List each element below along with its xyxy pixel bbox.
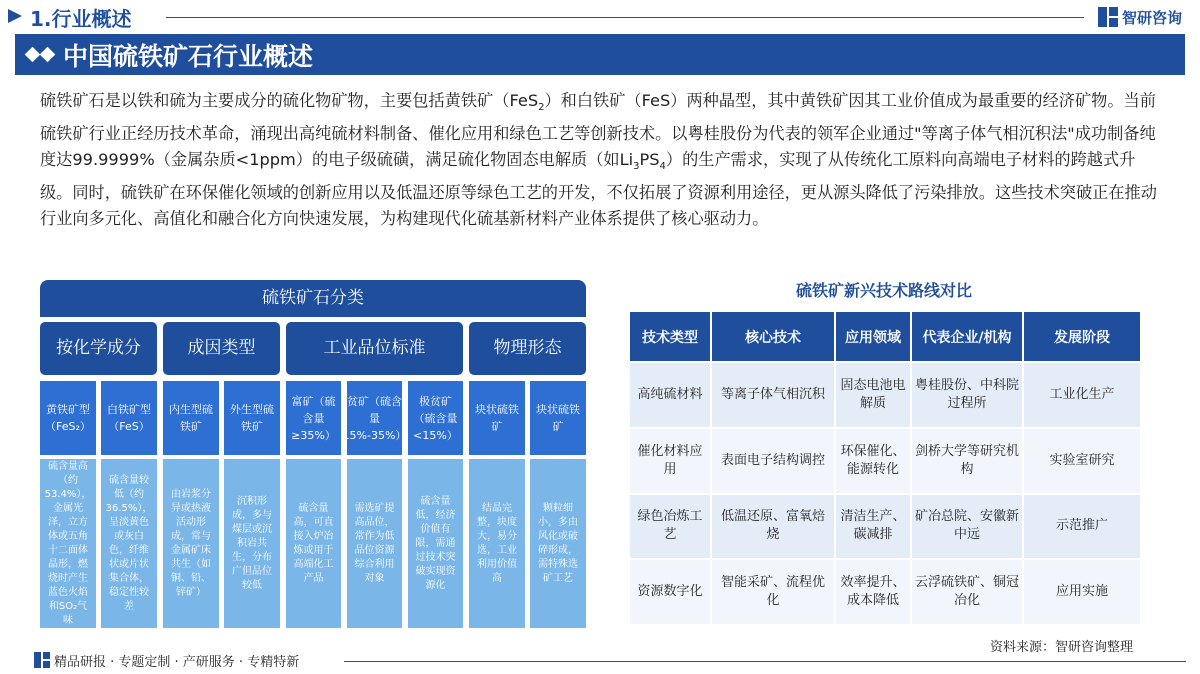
table-row [629, 428, 1141, 494]
logo-icon [34, 652, 50, 668]
table-cell: 表面电子结构调控 [711, 428, 835, 494]
table-cell: 环保催化、能源转化 [835, 428, 911, 494]
type-description: 需选矿提高品位，常作为低品位资源综合利用对象 [347, 459, 402, 628]
type-label: 块状硫铁矿 [530, 381, 586, 455]
title-banner [15, 34, 1185, 75]
table-cell: 清洁生产、碳减排 [835, 494, 911, 560]
brand-logo [1098, 6, 1182, 28]
table-cell: 剑桥大学等研究机构 [911, 428, 1023, 494]
footer-divider [344, 661, 1186, 662]
category-chemical: 按化学成分 [40, 322, 157, 375]
column-header: 技术类型 [629, 311, 711, 362]
table-row [629, 362, 1141, 428]
type-description: 由岩浆分异或热液活动形成，常与金属矿床共生（如铜、铅、锌矿） [163, 459, 219, 628]
intro-paragraph [40, 88, 1165, 232]
logo-text: 智研咨询 [1122, 8, 1183, 27]
intro-text-2: ）和白铁矿（FeS）两种晶型，其中黄铁矿因其工业价值成为最重要的经济矿物。当前硫铁矿行业正经历技术革命，涌现出高纯硫材料制备、催化应用和绿色工艺等创新技术。以粤桂股份为代表的领军企业通过"等离子体气相沉积法"成功制备纯度达99.9999%（金属杂质<1ppm）的电子级硫磺，满足硫化物固态电解质（如 [40, 91, 1156, 170]
table-cell: 催化材料应用 [629, 428, 711, 494]
table-cell: 粤桂股份、中科院过程所 [911, 362, 1023, 428]
type-label: 贫矿（硫含量15%-35%） [347, 381, 402, 455]
type-label: 块状硫铁矿 [469, 381, 525, 455]
type-label: 富矿（硫含量≥35%） [286, 381, 341, 455]
type-description: 硫含量较低（约36.5%），呈淡黄色或灰白色，纤维状或片状集合体，稳定性较差 [101, 459, 157, 628]
table-cell: 效率提升、成本降低 [835, 559, 911, 625]
type-description: 颗粒细小，多由风化或破碎形成，需特殊选矿工艺 [530, 459, 586, 628]
diamond-icon [25, 47, 41, 63]
table-cell: 资源数字化 [629, 559, 711, 625]
footer-text: 精品研报 · 专题定制 · 产研服务 · 专精特新 [54, 655, 300, 670]
formula-li3ps4: $Li_3PS_4$ [619, 150, 666, 173]
formula-fes2: FeS$_2$ [509, 91, 545, 114]
table-header-row [629, 311, 1141, 362]
table-cell: 云浮硫铁矿、铜冠冶化 [911, 559, 1023, 625]
column-header: 代表企业/机构 [911, 311, 1023, 362]
classification-title: 硫铁矿石分类 [40, 280, 586, 317]
category-genesis: 成因类型 [163, 322, 280, 375]
type-description: 沉积形成，多与煤层或沉积岩共生，分布广但品位较低 [224, 459, 280, 628]
section-title: 1.行业概述 [30, 7, 132, 31]
table-cell: 应用实施 [1023, 559, 1141, 625]
column-header: 发展阶段 [1023, 311, 1141, 362]
footer [0, 648, 1200, 674]
section-divider [166, 17, 1084, 18]
table-cell: 低温还原、富氧焙烧 [711, 494, 835, 560]
column-header: 核心技术 [711, 311, 835, 362]
type-description: 结晶完整，块度大，易分选，工业利用价值高 [469, 459, 525, 628]
table-cell: 等离子体气相沉积 [711, 362, 835, 428]
table-title: 硫铁矿新兴技术路线对比 [795, 281, 972, 300]
logo-icon [1098, 7, 1118, 27]
type-label: 外生型硫铁矿 [224, 381, 280, 455]
type-label: 白铁矿型（FeS） [101, 381, 157, 455]
type-description: 硫含量高，可直接入炉冶炼或用于高端化工产品 [286, 459, 341, 628]
page-title: 中国硫铁矿石行业概述 [63, 42, 314, 71]
table-cell: 高纯硫材料 [629, 362, 711, 428]
diamond-icon [40, 47, 56, 63]
category-grade: 工业品位标准 [286, 322, 463, 375]
tech-comparison-table [628, 310, 1142, 626]
table-cell: 工业化生产 [1023, 362, 1141, 428]
table-cell: 示范推广 [1023, 494, 1141, 560]
table-cell: 智能采矿、流程优化 [711, 559, 835, 625]
intro-text-1: 硫铁矿石是以铁和硫为主要成分的硫化物矿物，主要包括黄铁矿（ [40, 91, 510, 110]
column-header: 应用领域 [835, 311, 911, 362]
table-cell: 矿冶总院、安徽新中远 [911, 494, 1023, 560]
top-bar [0, 0, 1200, 34]
table-cell: 绿色冶炼工艺 [629, 494, 711, 560]
category-physical: 物理形态 [469, 322, 586, 375]
table-row [629, 494, 1141, 560]
type-label: 极贫矿（硫含量<15%） [408, 381, 463, 455]
source-note: 资料来源：智研咨询整理 [990, 640, 1134, 655]
table-cell: 固态电池电解质 [835, 362, 911, 428]
type-label: 内生型硫铁矿 [163, 381, 219, 455]
type-label: 黄铁矿型（FeS₂） [40, 381, 96, 455]
triangle-icon [8, 9, 22, 23]
intro-text-3: ）的生产需求，实现了从传统化工原料向高端电子材料的跨越式升级。同时，硫铁矿在环保催化领域的创新应用以及低温还原等绿色工艺的开发，不仅拓展了资源利用途径，更从源头降低了污染排放。这些技术突破正在推动行业向多元化、高值化和融合化方向快速发展，为构建现代化硫基新材料产业体系提供了核心驱动力。 [40, 150, 1157, 229]
table-row [629, 559, 1141, 625]
table-cell: 实验室研究 [1023, 428, 1141, 494]
type-description: 硫含量高（约53.4%），金属光泽，立方体或五角十二面体晶形，燃烧时产生蓝色火焰和SO₂气味 [40, 459, 96, 628]
type-description: 硫含量低，经济价值有限，需通过技术突破实现资源化 [408, 459, 463, 628]
